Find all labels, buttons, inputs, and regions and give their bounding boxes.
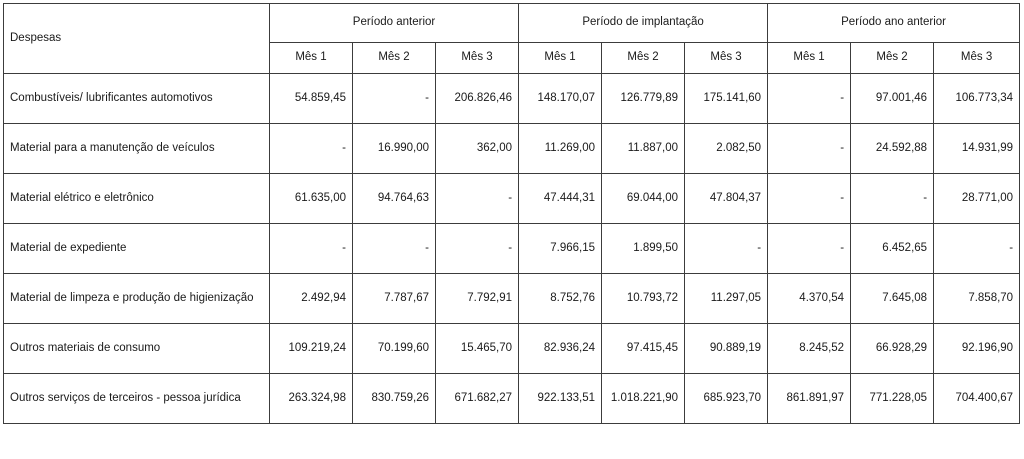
cell-value: 2.492,94 xyxy=(270,274,353,324)
header-month-2b: Mês 2 xyxy=(602,43,685,74)
cell-value: 109.219,24 xyxy=(270,324,353,374)
header-month-1a: Mês 1 xyxy=(270,43,353,74)
cell-value: 11.297,05 xyxy=(685,274,768,324)
cell-value: 771.228,05 xyxy=(851,374,934,424)
table-row xyxy=(4,124,1020,174)
cell-value: - xyxy=(685,224,768,274)
header-group-periodo-anterior: Período anterior xyxy=(270,4,519,43)
row-label: Material elétrico e eletrônico xyxy=(4,174,270,224)
expense-table xyxy=(3,3,1020,424)
cell-value: 1.018.221,90 xyxy=(602,374,685,424)
cell-value: - xyxy=(934,224,1020,274)
cell-value: - xyxy=(768,74,851,124)
cell-value: 7.792,91 xyxy=(436,274,519,324)
cell-value: 830.759,26 xyxy=(353,374,436,424)
header-month-3a: Mês 3 xyxy=(436,43,519,74)
cell-value: 4.370,54 xyxy=(768,274,851,324)
cell-value: 7.787,67 xyxy=(353,274,436,324)
cell-value: 90.889,19 xyxy=(685,324,768,374)
cell-value: - xyxy=(436,174,519,224)
cell-value: 82.936,24 xyxy=(519,324,602,374)
cell-value: 206.826,46 xyxy=(436,74,519,124)
row-label: Outros materiais de consumo xyxy=(4,324,270,374)
table-header xyxy=(4,4,1020,74)
cell-value: 126.779,89 xyxy=(602,74,685,124)
cell-value: 8.245,52 xyxy=(768,324,851,374)
cell-value: 861.891,97 xyxy=(768,374,851,424)
table-row xyxy=(4,174,1020,224)
row-label: Material para a manutenção de veículos xyxy=(4,124,270,174)
cell-value: 1.899,50 xyxy=(602,224,685,274)
cell-value: 24.592,88 xyxy=(851,124,934,174)
header-despesas: Despesas xyxy=(4,4,270,74)
cell-value: 11.887,00 xyxy=(602,124,685,174)
cell-value: 922.133,51 xyxy=(519,374,602,424)
cell-value: 28.771,00 xyxy=(934,174,1020,224)
cell-value: - xyxy=(353,74,436,124)
header-group-periodo-ano-anterior: Período ano anterior xyxy=(768,4,1020,43)
cell-value: 175.141,60 xyxy=(685,74,768,124)
cell-value: 362,00 xyxy=(436,124,519,174)
table-row xyxy=(4,224,1020,274)
row-label: Combustíveis/ lubrificantes automotivos xyxy=(4,74,270,124)
cell-value: 2.082,50 xyxy=(685,124,768,174)
cell-value: 7.645,08 xyxy=(851,274,934,324)
cell-value: 92.196,90 xyxy=(934,324,1020,374)
cell-value: 671.682,27 xyxy=(436,374,519,424)
row-label: Material de expediente xyxy=(4,224,270,274)
cell-value: - xyxy=(768,124,851,174)
cell-value: - xyxy=(768,174,851,224)
cell-value: 704.400,67 xyxy=(934,374,1020,424)
table-row xyxy=(4,274,1020,324)
cell-value: 69.044,00 xyxy=(602,174,685,224)
cell-value: 263.324,98 xyxy=(270,374,353,424)
table-body xyxy=(4,74,1020,424)
cell-value: 94.764,63 xyxy=(353,174,436,224)
table-row xyxy=(4,324,1020,374)
row-label: Outros serviços de terceiros - pessoa jurídica xyxy=(4,374,270,424)
cell-value: - xyxy=(270,124,353,174)
cell-value: 47.804,37 xyxy=(685,174,768,224)
header-month-2a: Mês 2 xyxy=(353,43,436,74)
table-row xyxy=(4,74,1020,124)
cell-value: 97.001,46 xyxy=(851,74,934,124)
cell-value: 47.444,31 xyxy=(519,174,602,224)
cell-value: 15.465,70 xyxy=(436,324,519,374)
cell-value: 14.931,99 xyxy=(934,124,1020,174)
cell-value: - xyxy=(353,224,436,274)
cell-value: 7.858,70 xyxy=(934,274,1020,324)
header-month-2c: Mês 2 xyxy=(851,43,934,74)
header-month-3c: Mês 3 xyxy=(934,43,1020,74)
cell-value: - xyxy=(270,224,353,274)
cell-value: 54.859,45 xyxy=(270,74,353,124)
cell-value: 66.928,29 xyxy=(851,324,934,374)
cell-value: 11.269,00 xyxy=(519,124,602,174)
cell-value: 148.170,07 xyxy=(519,74,602,124)
row-label: Material de limpeza e produção de higienização xyxy=(4,274,270,324)
header-row-groups xyxy=(4,4,1020,43)
cell-value: 7.966,15 xyxy=(519,224,602,274)
cell-value: - xyxy=(436,224,519,274)
cell-value: 97.415,45 xyxy=(602,324,685,374)
header-group-periodo-implantacao: Período de implantação xyxy=(519,4,768,43)
cell-value: 61.635,00 xyxy=(270,174,353,224)
cell-value: 6.452,65 xyxy=(851,224,934,274)
document-page xyxy=(0,3,1024,459)
cell-value: 16.990,00 xyxy=(353,124,436,174)
header-month-3b: Mês 3 xyxy=(685,43,768,74)
cell-value: - xyxy=(768,224,851,274)
cell-value: 8.752,76 xyxy=(519,274,602,324)
header-month-1b: Mês 1 xyxy=(519,43,602,74)
cell-value: 685.923,70 xyxy=(685,374,768,424)
table-row xyxy=(4,374,1020,424)
header-month-1c: Mês 1 xyxy=(768,43,851,74)
cell-value: - xyxy=(851,174,934,224)
cell-value: 10.793,72 xyxy=(602,274,685,324)
cell-value: 106.773,34 xyxy=(934,74,1020,124)
cell-value: 70.199,60 xyxy=(353,324,436,374)
